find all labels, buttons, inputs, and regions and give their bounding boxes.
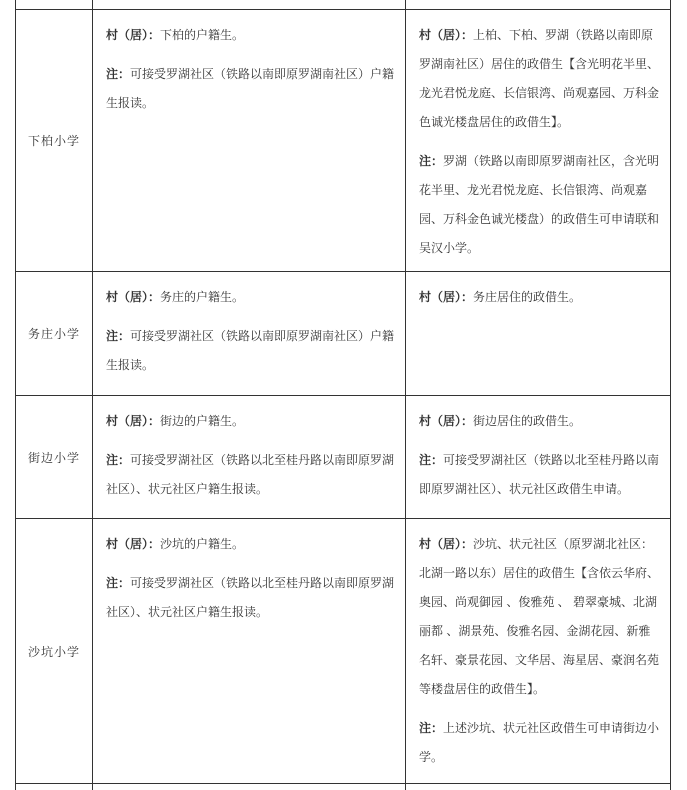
paragraph-text: 可接受罗湖社区（铁路以北至桂丹路以南即原罗湖社区）、状元社区户籍生报读。 bbox=[106, 453, 395, 496]
village-paragraph bbox=[419, 407, 660, 436]
policy-students-cell bbox=[406, 272, 671, 396]
note-paragraph bbox=[419, 714, 660, 772]
school-name-cell bbox=[16, 10, 93, 272]
paragraph-label: 村（居）： bbox=[106, 290, 161, 304]
paragraph-text: 上述沙坑、状元社区政借生可申请街边小学。 bbox=[419, 721, 660, 764]
note-paragraph bbox=[106, 322, 395, 380]
paragraph-text: 可接受罗湖社区（铁路以北至桂丹路以南即原罗湖社区）、状元社区户籍生报读。 bbox=[106, 576, 395, 619]
note-paragraph bbox=[419, 147, 660, 263]
policy-students-cell bbox=[406, 396, 671, 519]
paragraph-label: 注： bbox=[419, 721, 444, 735]
school-name: 街边小学 bbox=[27, 450, 80, 465]
paragraph-label: 注： bbox=[106, 576, 131, 590]
school-name-cell bbox=[16, 396, 93, 519]
paragraph-text: 务庄居住的政借生。 bbox=[473, 290, 582, 304]
paragraph-text: 下柏的户籍生。 bbox=[160, 28, 245, 42]
village-paragraph bbox=[419, 21, 660, 137]
registered-students-cell bbox=[93, 0, 406, 10]
paragraph-label: 村（居）： bbox=[106, 414, 161, 428]
note-paragraph bbox=[106, 60, 395, 118]
table-row bbox=[16, 519, 671, 784]
paragraph-text: 街边的户籍生。 bbox=[160, 414, 245, 428]
village-paragraph bbox=[106, 407, 395, 436]
paragraph-text: 街边居住的政借生。 bbox=[473, 414, 582, 428]
paragraph-label: 村（居）： bbox=[419, 290, 474, 304]
school-name-cell bbox=[16, 519, 93, 784]
paragraph-label: 村（居）： bbox=[106, 28, 161, 42]
paragraph-text: 可接受罗湖社区（铁路以南即原罗湖南社区）户籍生报读。 bbox=[106, 67, 395, 110]
note-paragraph bbox=[106, 446, 395, 504]
paragraph-label: 村（居）： bbox=[419, 414, 474, 428]
village-paragraph bbox=[106, 283, 395, 312]
registered-students-cell bbox=[93, 10, 406, 272]
registered-students-cell bbox=[93, 519, 406, 784]
paragraph-label: 注： bbox=[106, 67, 131, 81]
paragraph-text: 可接受罗湖社区（铁路以南即原罗湖南社区）户籍生报读。 bbox=[106, 329, 395, 372]
note-paragraph bbox=[106, 569, 395, 627]
paragraph-text: 可接受罗湖社区（铁路以北至桂丹路以南即原罗湖社区）、状元社区政借生申请。 bbox=[419, 453, 660, 496]
registered-students-cell bbox=[93, 784, 406, 790]
village-paragraph bbox=[106, 530, 395, 559]
school-name-cell bbox=[16, 784, 93, 790]
registered-students-cell bbox=[93, 272, 406, 396]
paragraph-text: 沙坑的户籍生。 bbox=[160, 537, 245, 551]
paragraph-label: 村（居）： bbox=[419, 537, 474, 551]
registered-students-cell bbox=[93, 396, 406, 519]
policy-students-cell bbox=[406, 519, 671, 784]
village-paragraph bbox=[106, 21, 395, 50]
note-paragraph bbox=[419, 446, 660, 504]
table-row-partial-bottom bbox=[16, 784, 671, 790]
paragraph-text: 罗湖（铁路以南即原罗湖南社区，含光明花半里、龙光君悦龙庭、长信银湾、尚观嘉园、万科金色诚光楼盘）的政借生可申请联和吴汉小学。 bbox=[419, 154, 660, 255]
paragraph-label: 村（居）： bbox=[419, 28, 474, 42]
paragraph-text: 沙坑、状元社区（原罗湖北社区：北湖一路以东）居住的政借生【含依云华府、奥园、尚观御园 、俊雅苑 、 碧翠豪城、北湖丽都 、湖景苑、俊雅名园、金湖花园、新雅名轩、豪景花园、文华居、海星居、豪润名苑等楼盘居住的政借生】。 bbox=[419, 537, 660, 696]
school-name-cell bbox=[16, 272, 93, 396]
table-row bbox=[16, 272, 671, 396]
paragraph-label: 注： bbox=[106, 329, 131, 343]
paragraph-label: 村（居）： bbox=[106, 537, 161, 551]
paragraph-text: 上柏、下柏、罗湖（铁路以南即原罗湖南社区）居住的政借生【含光明花半里、龙光君悦龙庭、长信银湾、尚观嘉园、万科金色诚光楼盘居住的政借生】。 bbox=[419, 28, 660, 129]
paragraph-label: 注： bbox=[419, 453, 444, 467]
school-name-cell bbox=[16, 0, 93, 10]
policy-students-cell bbox=[406, 10, 671, 272]
school-name: 沙坑小学 bbox=[27, 644, 80, 659]
paragraph-text: 务庄的户籍生。 bbox=[160, 290, 245, 304]
paragraph-label: 注： bbox=[106, 453, 131, 467]
school-name: 下柏小学 bbox=[27, 134, 80, 148]
enrollment-table bbox=[15, 0, 671, 790]
paragraph-label: 注： bbox=[419, 154, 444, 168]
school-name: 务庄小学 bbox=[27, 327, 80, 341]
policy-students-cell bbox=[406, 0, 671, 10]
village-paragraph bbox=[419, 283, 660, 312]
policy-students-cell bbox=[406, 784, 671, 790]
table-row-partial-top bbox=[16, 0, 671, 10]
table-row bbox=[16, 10, 671, 272]
table-row bbox=[16, 396, 671, 519]
village-paragraph bbox=[419, 530, 660, 704]
